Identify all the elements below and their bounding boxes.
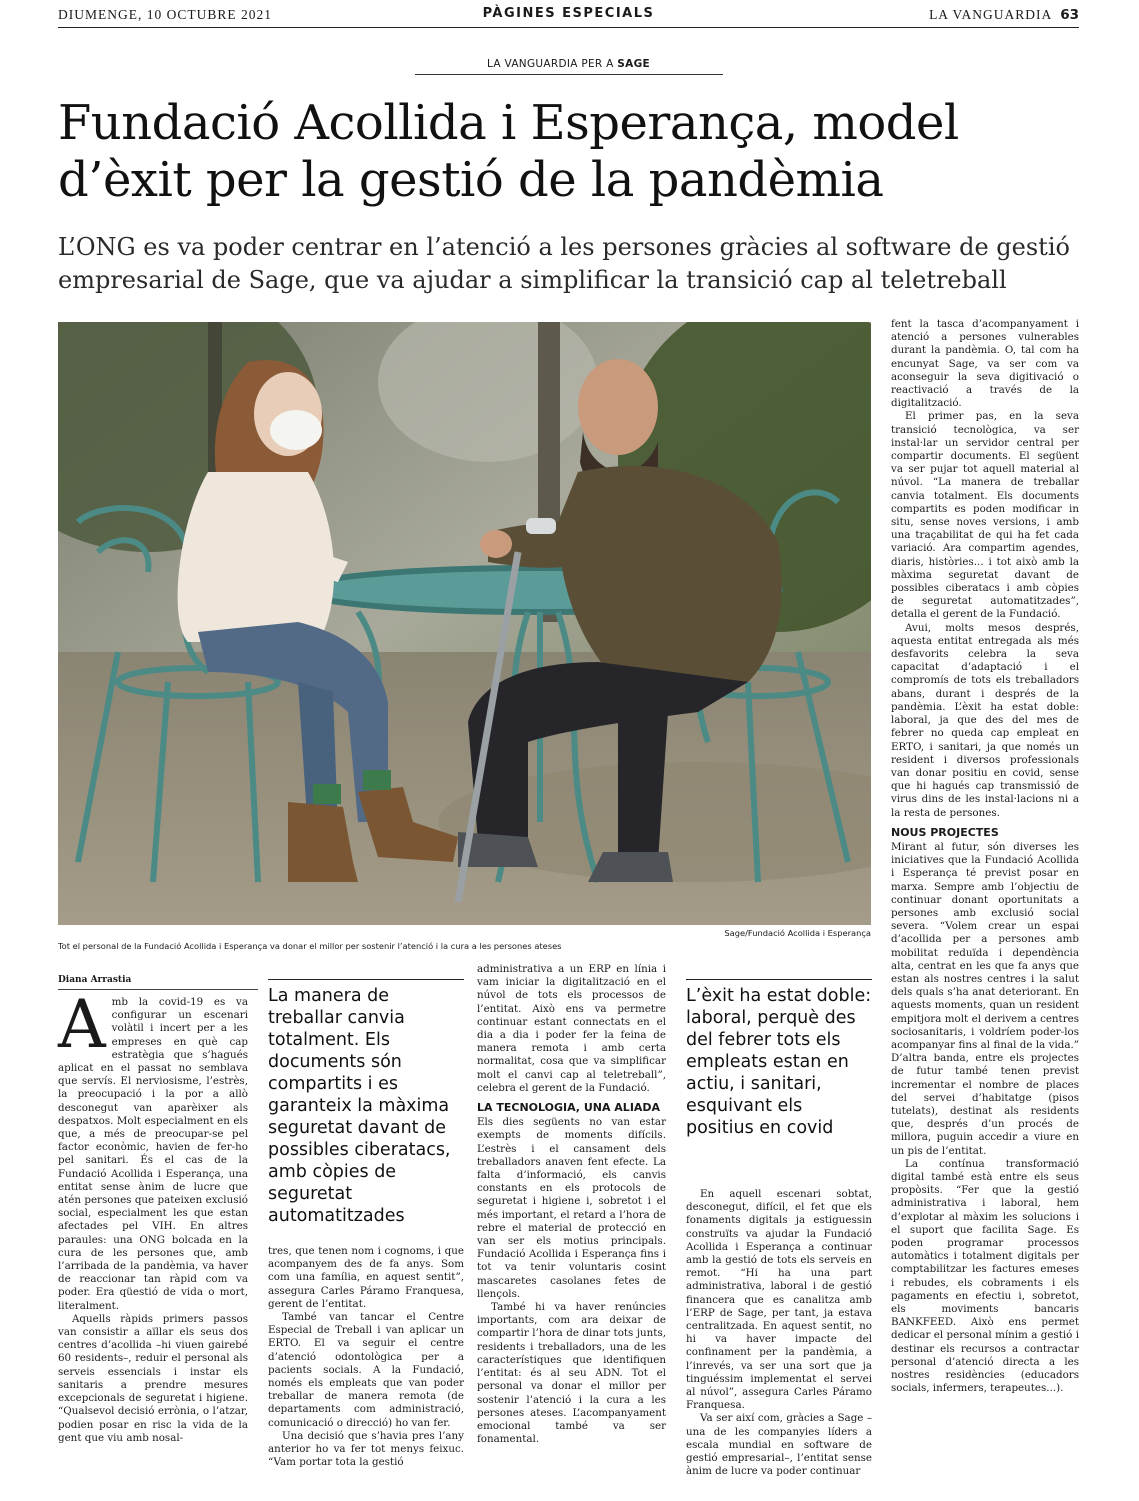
- subtitle: L’ONG es va poder centrar en l’atenció a les persones gràcies al software de gestió empresarial de Sage, que va ajudar a simplificar la transició cap al teletreball: [58, 233, 1070, 294]
- sponsor-prefix: LA VANGUARDIA PER A: [487, 58, 614, 70]
- page-number: 63: [1060, 7, 1079, 23]
- sponsor-line: [58, 58, 1079, 70]
- column-4: [686, 1188, 872, 1478]
- column-2: [268, 1245, 464, 1469]
- pullquote-1: La manera de treballar canvia totalment. Els documents són compartits i es garanteix la màxima seguretat davant de possibles ciberatacs, amb còpies de seguretat automatitzades: [268, 986, 451, 1226]
- drop-cap: A: [58, 986, 106, 1063]
- col1-paragraph-2: Aquells ràpids primers passos van consistir a aïllar els seus dos centres d’acollida –hi viuen gairebé 60 residents–, reduir el personal als serveis essencials i instar els sanitaris a prendre mesures excepcionals de seguretat i higiene. “Qualsevol decisió errònia, o l’atzar, podien posar en risc la vida de la gent que viu amb nosal-: [58, 1312, 248, 1444]
- headline: Fundació Acollida i Esperança, model d’èxit per la gestió de la pandèmia: [58, 95, 959, 208]
- col4-paragraph-1: En aquell escenari sobtat, desconegut, difícil, el fet que els fonaments digitals ja estiguessin construïts va ajudar la Fundació Acollida i Esperança a continuar amb la gestió de tots els serveis en remot. “Hi ha una part administrativa, laboral i de gestió financera que es canalitza amb l’ERP de Sage, per tant, ja estava centralitzada. En aquest sentit, no hi va haver impacte del confinament per la pandèmia, a l’inrevés, va ser una sort que ja tinguéssim implementat el servei al núvol”, assegura Carles Páramo Franquesa.: [686, 1188, 872, 1412]
- col2-paragraph-2: També van tancar el Centre Especial de Treball i van aplicar un ERTO. El va seguir el centre d’atenció odontològica per a pacients socials. A la Fundació, només els empleats que van poder treballar de manera remota (de departaments com administració, comunicació o direcció) ho van fer.: [268, 1311, 464, 1429]
- pullquote-2-rule: [686, 979, 872, 980]
- column-5: [891, 318, 1079, 1395]
- pullquote-1-rule: [268, 979, 464, 980]
- col5-paragraph-4: Mirant al futur, són diverses les iniciatives que la Fundació Acollida i Esperança té previst posar en marxa. Sempre amb l’objectiu de continuar donant oportunitats a persones amb exclusió social severa. “Volem crear un espai d’acollida per a persones amb mobilitat reduïda i dependència alta, centrat en les que fa anys que estan als nostres centres i la salut dels quals s’ha anat deteriorant. En aquests moments, quan un resident empitjora molt el derivem a centres sociosanitaris, i voldríem poder-los acompanyar fins al final de la vida.” D’altra banda, entre els projectes de futur també tenen previst incrementar el nombre de places del servei d’habitatge (pisos tutelats), destinat als residents que, després d’un procés de millora, puguin accedir a viure en un pis de l’entitat.: [891, 840, 1079, 1157]
- photo-caption: Tot el personal de la Fundació Acollida i Esperança va donar el millor per sostenir l’atenció i la cura a les persones ateses: [58, 941, 562, 951]
- photo-illustration: [58, 322, 871, 925]
- col3-paragraph-2: Els dies següents no van estar exempts de moments difícils. L’estrès i el cansament dels treballadors anaven fent efecte. La falta d’informació, els canvis constants en els protocols de seguretat i higiene i, sobretot i el més important, el retard a l’hora de rebre el material de protecció en van ser els motius principals. Fundació Acollida i Esperança fins i tot va tenir voluntaris cosint mascaretes casolanes fetes de llençols.: [477, 1116, 666, 1300]
- col4-paragraph-2: Va ser així com, gràcies a Sage –una de les companyies líders a escala mundial en software de gestió empresarial–, l’entitat sense ànim de lucre va poder continuar: [686, 1412, 872, 1478]
- col2-paragraph-1: tres, que tenen nom i cognoms, i que acompanyem des de fa anys. Som com una família, en aquest sentit”, assegura Carles Páramo Franquesa, gerent de l’entitat.: [268, 1245, 464, 1310]
- col3-paragraph-3: També hi va haver renúncies importants, com ara deixar de compartir l’hora de dinar tots junts, residents i treballadors, una de les característiques que identifiquen l’entitat: és al seu ADN. Tot el personal va donar el millor per sostenir l’atenció i la cura a les persones ateses. L’acompanyament emocional també va ser fonamental.: [477, 1301, 666, 1446]
- col5-paragraph-1: fent la tasca d’acompanyament i atenció a persones vulnerables durant la pandèmia. O, tal com ha encunyat Sage, va ser com va aconseguir la seva digitivació o reactivació a través de la digitalització.: [891, 318, 1079, 410]
- masthead-rule: [58, 27, 1079, 28]
- masthead: [58, 5, 1079, 25]
- author-byline: Diana Arrastia: [58, 975, 132, 985]
- paper-title: LA VANGUARDIA: [929, 7, 1053, 22]
- section-name: PÀGINES ESPECIALS: [482, 6, 655, 21]
- col5-paragraph-5: La contínua transformació digital també està entre els seus propòsits. “Fer que la gestió administrativa i laboral, hem d’explotar al màxim les solucions i el suport que facilita Sage. Es poden programar processos automàtics i totalment digitals per comptabilitzar les factures emeses i rebudes, els cobraments i els pagaments en efectiu i, sobretot, els moviments bancaris BANKFEED. Això ens permet dedicar el personal mínim a gestió i destinar els recursos a contractar personal d’atenció directa a les nostres residències (educadors socials, infermers, terapeutes...).: [891, 1157, 1079, 1395]
- column-3: [477, 963, 666, 1446]
- subheading-tecnologia: LA TECNOLOGIA, UNA ALIADA: [477, 1101, 661, 1115]
- col3-paragraph-1: administrativa a un ERP en línia i vam iniciar la digitalització en el núvol de tots els processos de l’entitat. Això ens va permetre continuar estant connectats en el dia a dia i poder fer la feina de manera remota i amb certa normalitat, cosa que va simplificar molt el canvi cap al teletreball”, celebra el gerent de la Fundació.: [477, 963, 666, 1094]
- pullquote-2: L’èxit ha estat doble: laboral, perquè des del febrer tots els empleats estan en actiu, i sanitari, esquivant els positius en covid: [686, 986, 872, 1138]
- photo-credit: Sage/Fundació Acollida i Esperança: [724, 928, 871, 938]
- col5-paragraph-2: El primer pas, en la seva transició tecnològica, va ser instal·lar un servidor central per compartir documents. El següent va ser pujar tot aquell material al núvol. “La manera de treballar canvia totalment. Els documents compartits es poden modificar in situ, sense noves versions, i amb una traçabilitat de qui ha fet cada variació. Ara compartim agendes, diaris, històries... i tot això amb la màxima seguretat davant de possibles ciberatacs i amb còpies de seguretat automatitzades”, detalla el gerent de la Fundació.: [891, 410, 1079, 621]
- sponsor-brand: SAGE: [617, 58, 650, 70]
- column-1: [58, 986, 248, 1445]
- col2-paragraph-3: Una decisió que s’havia pres l’any anterior ho va fer tot menys feixuc. “Vam portar tota la gestió: [268, 1429, 464, 1469]
- col1-paragraph-1: [58, 986, 248, 1313]
- edition-date: DIUMENGE, 10 OCTUBRE 2021: [58, 7, 272, 22]
- sponsor-rule: [415, 74, 723, 75]
- newspaper-name: [929, 7, 1079, 23]
- col5-paragraph-3: Avui, molts mesos després, aquesta entitat entregada als més desfavorits celebra la seva capacitat d’adaptació i el compromís de tots els treballadors abans, durant i després de la pandèmia. L’èxit ha estat doble: laboral, ja que des del mes de febrer no queda cap empleat en ERTO, i sanitari, ja que només un resident i diversos professionals van donar positiu en covid, sense que hi hagués cap transmissió de virus dins de les instal·lacions ni a la resta de persones.: [891, 621, 1079, 819]
- col1-paragraph-1-text: mb la covid-19 es va configurar un escenari volàtil i incert per a les empreses en què cap estratègia que s’hagués aplicat en el passat no semblava que servís. El nerviosisme, l’estrès, la preocupació i la por a allò desconegut van aparèixer als despatxos. Molt especialment en els que, a més de preocupar-se pel factor econòmic, havien de fer-ho pel sanitari. És el cas de la Fundació Acollida i Esperança, una entitat sense ànim de lucre que atén persones que pateixen exclusió social, especialment les que estan afectades pel VIH. En altres paraules: una ONG bolcada en la cura de les persones que, amb l’arribada de la pandèmia, va haver de reaccionar tan ràpid com va poder. Era qüestió de vida o mort, literalment.: [58, 996, 248, 1312]
- subheading-nous-projectes: NOUS PROJECTES: [891, 825, 999, 839]
- article-photo: [58, 322, 871, 925]
